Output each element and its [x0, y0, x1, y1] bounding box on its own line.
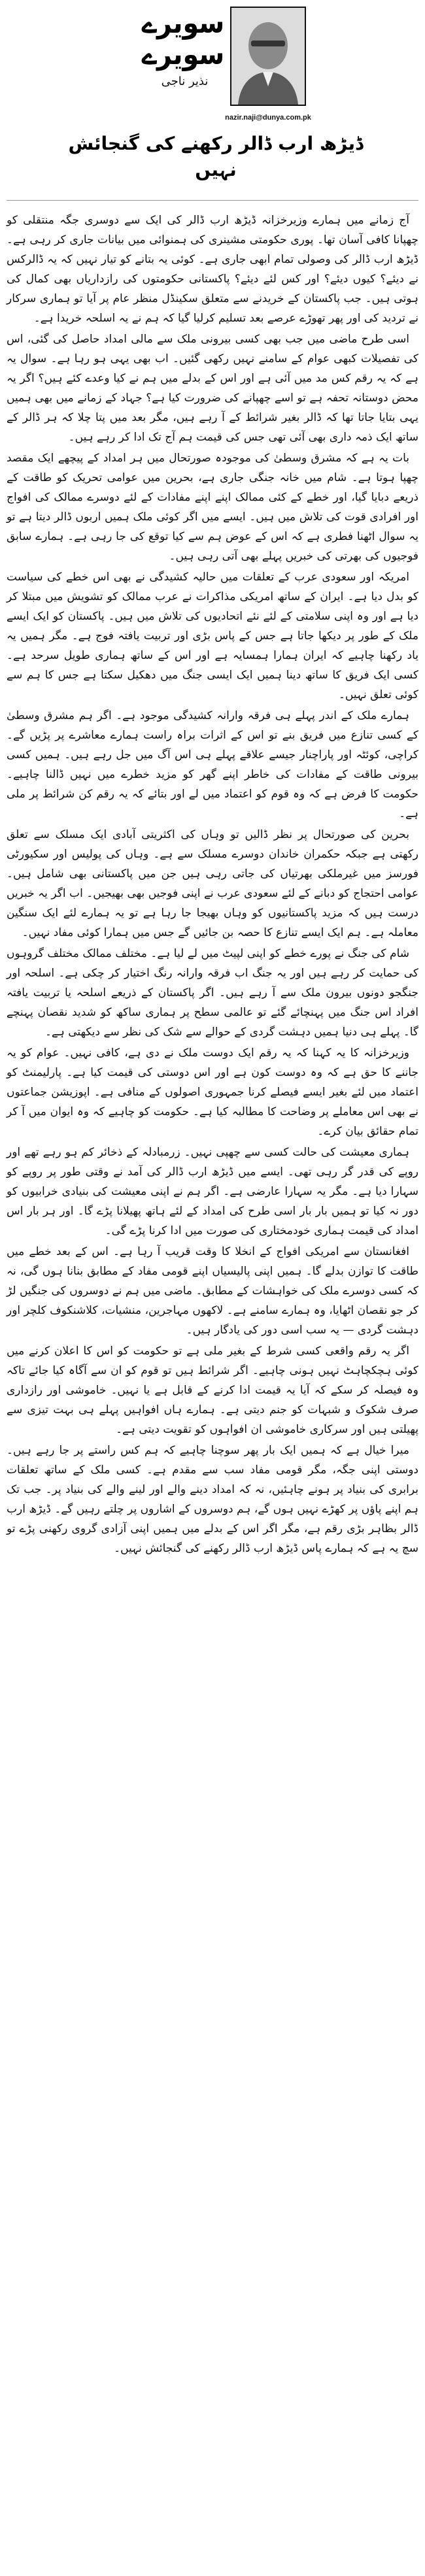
article-paragraph: بات یہ ہے کہ مشرق وسطیٰ کی موجودہ صورتحال میں ہر امداد کے پیچھے ایک مقصد چھپا ہوتا ہے۔ شام میں خانہ جنگی جاری ہے، بحرین میں عوامی تحریک کو طاقت کے ذریعے دبایا گیا، اور خطے کے کئی ممالک اپنے اپنے مفادات کے لئے دوسرے ممالک کی افواج اور افرادی قوت کی تلاش میں ہیں۔ ایسے میں اگر کوئی ملک ہمیں اربوں ڈالر دیتا ہے تو یہ سوال اٹھنا فطری ہے کہ اس کے عوض ہم سے کیا توقع کی جا رہی ہے۔ ہمارے سابق فوجیوں کی بھرتی کی خبریں پہلے بھی آتی رہی ہیں۔	[7, 452, 418, 563]
column-brand	[141, 8, 229, 106]
brand-line-2: سویرے	[141, 38, 225, 71]
author-photo-icon	[231, 8, 305, 105]
article-paragraph: بحرین کی صورتحال پر نظر ڈالیں تو وہاں کی اکثریتی آبادی ایک مسلک سے تعلق رکھتی ہے جبکہ حکمران خاندان دوسرے مسلک سے ہے۔ وہاں کی پولیس اور سکیورٹی فورسز میں غیرملکی بھرتیاں کی جاتی رہی ہیں جن میں پاکستانی بھی شامل ہیں۔ عوامی احتجاج کو دبانے کے لئے سعودی عرب نے اپنی فوجیں بھی بھیجیں۔ اب اگر یہ خبریں درست ہیں کہ مزید پاکستانیوں کو وہاں بھیجا جا رہا ہے تو یہ ہمارے لئے ایک سنگین معاملہ ہے۔ ہم ایک ایسے تنازع کا حصہ بن جائیں گے جس میں ہمارا کوئی مفاد نہیں۔	[7, 828, 418, 939]
article-paragraph: امریکہ اور سعودی عرب کے تعلقات میں حالیہ کشیدگی نے بھی اس خطے کی سیاست کو بدل دیا ہے۔ ایران کے ساتھ امریکی مذاکرات نے عرب ممالک کو تشویش میں مبتلا کر دیا ہے اور وہ اپنی سلامتی کے لئے نئے اتحادیوں کی تلاش میں ہیں۔ پاکستان کو ایک ایسے ملک کے طور پر دیکھا جاتا ہے جس کے پاس بڑی اور تربیت یافتہ فوج ہے۔ مگر ہمیں یہ یاد رکھنا چاہیے کہ ایران ہمارا ہمسایہ ہے اور اس کے ساتھ ہماری طویل سرحد ہے۔ کسی ایک فریق کا ساتھ دینا ہمیں ایک ایسی جنگ میں دھکیل سکتا ہے جس کا ہم سے کوئی تعلق نہیں۔	[7, 571, 418, 701]
article-paragraph: ہمارے ملک کے اندر پہلے ہی فرقہ وارانہ کشیدگی موجود ہے۔ اگر ہم مشرق وسطیٰ کے کسی تنازع میں فریق بنے تو اس کے اثرات براہ راست ہمارے معاشرے پر پڑیں گے۔ کراچی، کوئٹہ اور پاراچنار جیسے علاقے پہلے ہی اس آگ میں جل رہے ہیں۔ ہمیں کسی بیرونی طاقت کے مفادات کی خاطر اپنے گھر کو مزید خطرے میں نہیں ڈالنا چاہیے۔ حکومت کا فرض ہے کہ وہ قوم کو اعتماد میں لے اور بتائے کہ یہ رقم کن شرائط پر ملی ہے۔	[7, 709, 418, 820]
article-paragraph: شام کی جنگ نے پورے خطے کو اپنی لپیٹ میں لے لیا ہے۔ مختلف ممالک مختلف گروہوں کی حمایت کر رہے ہیں اور یہ جنگ اب فرقہ وارانہ رنگ اختیار کر چکی ہے۔ اسلحہ اور جنگجو دونوں بیرون ملک سے آ رہے ہیں۔ اگر پاکستان کے ذریعے اسلحہ یا تربیت یافتہ افراد اس جنگ میں پہنچائے گئے تو عالمی سطح پر ہماری ساکھ کو شدید نقصان پہنچے گا۔ پہلے ہی دنیا ہمیں دہشت گردی کے حوالے سے شک کی نظر سے دیکھتی ہے۔	[7, 947, 418, 1039]
article-paragraph: اسی طرح ماضی میں جب بھی کسی بیرونی ملک سے مالی امداد حاصل کی گئی، اس کی تفصیلات کبھی عوام کے سامنے نہیں رکھی گئیں۔ اب بھی یہی ہو رہا ہے۔ سوال یہ ہے کہ یہ رقم کس مد میں آئی ہے اور اس کے بدلے میں ہم نے کیا وعدے کئے ہیں؟ اگر یہ محض دوستانہ تحفہ ہے تو اسے چھپانے کی ضرورت کیا ہے؟ جہاد کے زمانے میں بھی ہمیں یہی بتایا جاتا تھا کہ ڈالر بغیر شرائط کے آ رہے ہیں، مگر بعد میں پتا چلا کہ ہر ڈالر کے ساتھ ایک ذمہ داری بھی آئی تھی جس کی قیمت ہم آج تک ادا کر رہے ہیں۔	[7, 333, 418, 444]
column-headline: ڈیڑھ ارب ڈالر رکھنے کی گنجائش نہیں	[68, 133, 364, 180]
author-name: نذیر ناجی	[161, 75, 209, 88]
article-paragraph: میرا خیال ہے کہ ہمیں ایک بار پھر سوچنا چاہیے کہ ہم کس راستے پر جا رہے ہیں۔ دوستی اپنی جگہ، مگر قومی مفاد سب سے مقدم ہے۔ کسی ملک کے ساتھ تعلقات برابری کی بنیاد پر ہونے چاہئیں، نہ کہ امداد دینے والے اور لینے والے کی بنیاد پر۔ جب تک ہم اپنے پاؤں پر کھڑے نہیں ہوں گے، ہم دوسروں کے اشاروں پر چلتے رہیں گے۔ ڈیڑھ ارب ڈالر بظاہر بڑی رقم ہے، مگر اگر اس کے بدلے میں ہمیں اپنی آزادی گروی رکھنی پڑے تو سچ یہ ہے کہ ہمارے پاس ڈیڑھ ارب ڈالر رکھنے کی گنجائش نہیں۔	[7, 1444, 418, 1555]
article-body	[7, 210, 418, 1558]
article-paragraph: ہماری معیشت کی حالت کسی سے چھپی نہیں۔ زرمبادلہ کے ذخائر کم ہو رہے تھے اور روپے کی قدر گر رہی تھی۔ ایسے میں ڈیڑھ ارب ڈالر کی آمد نے وقتی طور پر روپے کو سہارا دیا ہے۔ مگر یہ سہارا عارضی ہے۔ اگر ہم نے اپنی معیشت کی بنیادی خرابیوں کو دور نہ کیا تو ہمیں بار بار اسی طرح کی امداد کے لئے ہاتھ پھیلانا پڑے گا۔ اور ہر بار اس امداد کی قیمت ہماری خودمختاری کی صورت میں ادا کرنا پڑے گی۔	[7, 1146, 418, 1237]
column-masthead	[7, 3, 418, 210]
author-email: nazir.naji@dunya.com.pk	[225, 114, 311, 122]
article-paragraph: آج زمانے میں ہمارے وزیرخزانہ ڈیڑھ ارب ڈالر کی ایک سے دوسری جگہ منتقلی کو چھپانا کافی آسان تھا۔ پوری حکومتی مشینری کی ہمنوائی میں بیانات جاری کر رہی ہے۔ ڈیڑھ ارب ڈالر کی وصولی تمام ابھی جاری ہے۔ کوئی یہ بتانے کو تیار نہیں کہ یہ ڈالرکس نے دیئے؟ کیوں دیئے؟ اور کس لئے دیئے؟ پاکستانی حکومتوں کی رازداریاں بھی کمال کی ہوتی ہیں۔ جب پاکستان کے خریدنے سے متعلق سکینڈل منظر عام پر آیا تو ہماری سرکار نے تردید کی اور پھر تھوڑے عرصے بعد تسلیم کرلیا گیا کہ ہم نے یہ اسلحہ خریدا ہے۔	[7, 214, 418, 325]
headline-divider	[7, 200, 418, 201]
article-paragraph: اگر یہ رقم واقعی کسی شرط کے بغیر ملی ہے تو حکومت کو اس کا اعلان کرنے میں کوئی ہچکچاہٹ نہیں ہونی چاہیے۔ اگر شرائط ہیں تو قوم کو ان سے آگاہ کیا جائے تاکہ وہ فیصلہ کر سکے کہ آیا یہ قیمت ادا کرنے کے قابل ہے یا نہیں۔ خاموشی اور رازداری صرف شکوک و شبہات کو جنم دیتی ہے۔ ہمارے ہاں افواہیں پہلے ہی بہت تیزی سے پھیلتی ہیں اور سرکاری خاموشی ان افواہوں کو تقویت دیتی ہے۔	[7, 1345, 418, 1436]
brand-line-1: سویرے	[141, 7, 225, 40]
article-paragraph: وزیرخزانہ کا یہ کہنا کہ یہ رقم ایک دوست ملک نے دی ہے، کافی نہیں۔ عوام کو یہ جاننے کا حق ہے کہ وہ دوست کون ہے اور اس دوستی کی قیمت کیا ہے۔ پارلیمنٹ کو اعتماد میں لئے بغیر ایسے فیصلے کرنا جمہوری اصولوں کے منافی ہے۔ اپوزیشن جماعتوں نے بھی اس معاملے پر وضاحت کا مطالبہ کیا ہے۔ حکومت کو چاہیے کہ وہ ایوان میں آ کر تمام حقائق بیان کرے۔	[7, 1046, 418, 1138]
article-paragraph: افغانستان سے امریکی افواج کے انخلا کا وقت قریب آ رہا ہے۔ اس کے بعد خطے میں طاقت کا توازن بدلے گا۔ ہمیں اپنی پالیسیاں اپنے قومی مفاد کے مطابق بنانا ہوں گی، نہ کہ کسی دوسرے ملک کی خواہشات کے مطابق۔ ماضی میں ہم نے دوسروں کی جنگیں لڑ کر جو نقصان اٹھایا، وہ ہمارے سامنے ہے۔ لاکھوں مہاجرین، منشیات، کلاشنکوف کلچر اور دہشت گردی — یہ سب اسی دور کی یادگار ہیں۔	[7, 1245, 418, 1337]
author-photo	[230, 7, 306, 106]
